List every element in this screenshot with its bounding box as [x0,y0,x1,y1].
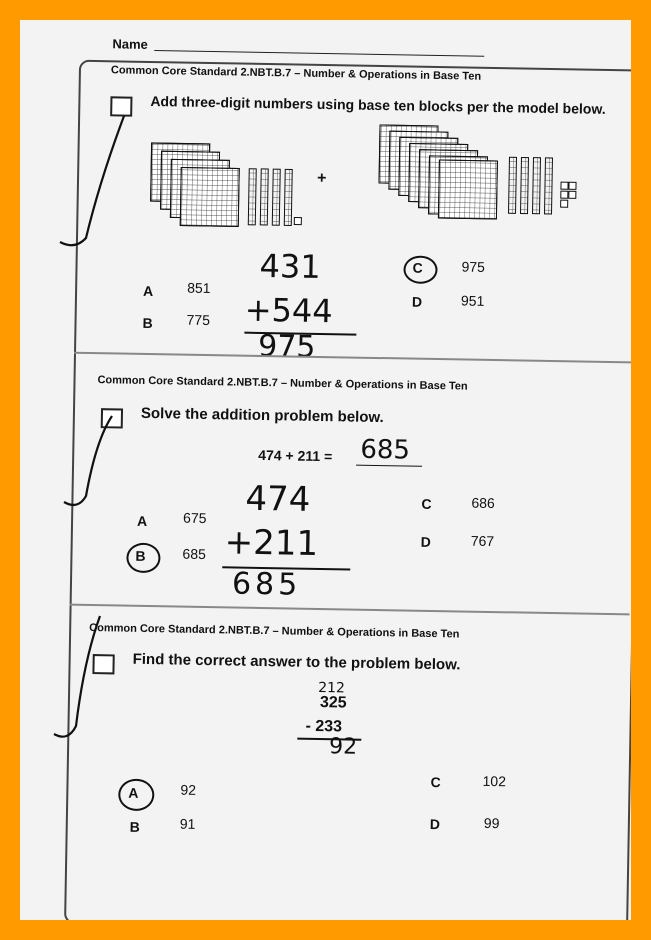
q3-option-a-letter[interactable]: A [128,784,139,801]
q2-work-result: 685 [231,566,302,603]
q3-option-d-value: 99 [483,814,500,832]
q1-plus-sign: + [316,169,327,188]
q2-work-bottom: +211 [224,522,319,564]
q3-regroup-marks: 212 [318,680,346,697]
tens-rods-right [506,155,597,221]
q1-check-mark [60,116,124,245]
q2-option-b-letter[interactable]: B [135,547,146,564]
worksheet-page [20,20,631,920]
q3-instruction: Find the correct answer to the problem below. [132,650,461,674]
q3-option-a-value: 92 [180,781,197,798]
q1-option-d-value: 951 [460,292,485,309]
q2-work-top: 474 [245,478,311,520]
q3-standard: Common Core Standard 2.NBT.B.7 – Number & Operations in Base Ten [89,621,460,641]
q2-check-mark [64,416,112,505]
q2-option-a-letter[interactable]: A [136,512,148,529]
q1-work-result: 975 [257,328,316,365]
q1-option-c-value: 975 [461,258,486,275]
hundreds-blocks-right [374,121,516,223]
q2-option-c-value: 686 [471,494,495,512]
q3-option-c-letter[interactable]: C [430,773,441,791]
q3-option-b-value: 91 [179,815,196,832]
q3-bottom-number: - 233 [305,717,343,736]
q3-check-mark [54,616,100,737]
q1-option-b-value: 775 [186,311,211,329]
q2-option-d-letter[interactable]: D [420,533,432,550]
q3-top-number: 325 [319,694,347,712]
q2-equation: 474 + 211 = [258,446,333,465]
hundreds-blocks-left [146,139,258,233]
q2-option-a-value: 675 [183,509,207,527]
name-label: Name [112,36,148,52]
tens-rods-left [246,167,307,230]
q3-option-b-letter[interactable]: B [129,818,141,835]
name-line[interactable] [154,50,484,57]
q2-option-b-value: 685 [182,545,207,563]
q1-option-d-letter[interactable]: D [411,293,423,310]
teacher-check-marks [20,20,153,920]
q1-instruction: Add three-digit numbers using base ten blocks per the model below. [150,92,606,117]
q2-standard: Common Core Standard 2.NBT.B.7 – Number & Operations in Base Ten [97,374,468,393]
q1-standard: Common Core Standard 2.NBT.B.7 – Number & Operations in Base Ten [110,64,482,83]
q3-option-c-value: 102 [482,772,507,790]
q2-instruction: Solve the addition problem below. [140,404,384,427]
q1-work-top: 431 [259,246,321,286]
q2-answer: 685 [360,434,411,466]
q3-option-d-letter[interactable]: D [429,815,441,833]
q3-result: 92 [328,734,358,760]
q1-option-a-value: 851 [187,279,211,297]
q2-option-d-value: 767 [470,532,495,550]
q1-option-b-letter[interactable]: B [142,314,153,332]
q1-option-c-letter[interactable]: C [412,259,423,276]
q1-option-a-letter[interactable]: A [142,282,154,300]
q2-option-c-letter[interactable]: C [421,495,432,512]
q1-work-bottom: +544 [244,290,333,331]
